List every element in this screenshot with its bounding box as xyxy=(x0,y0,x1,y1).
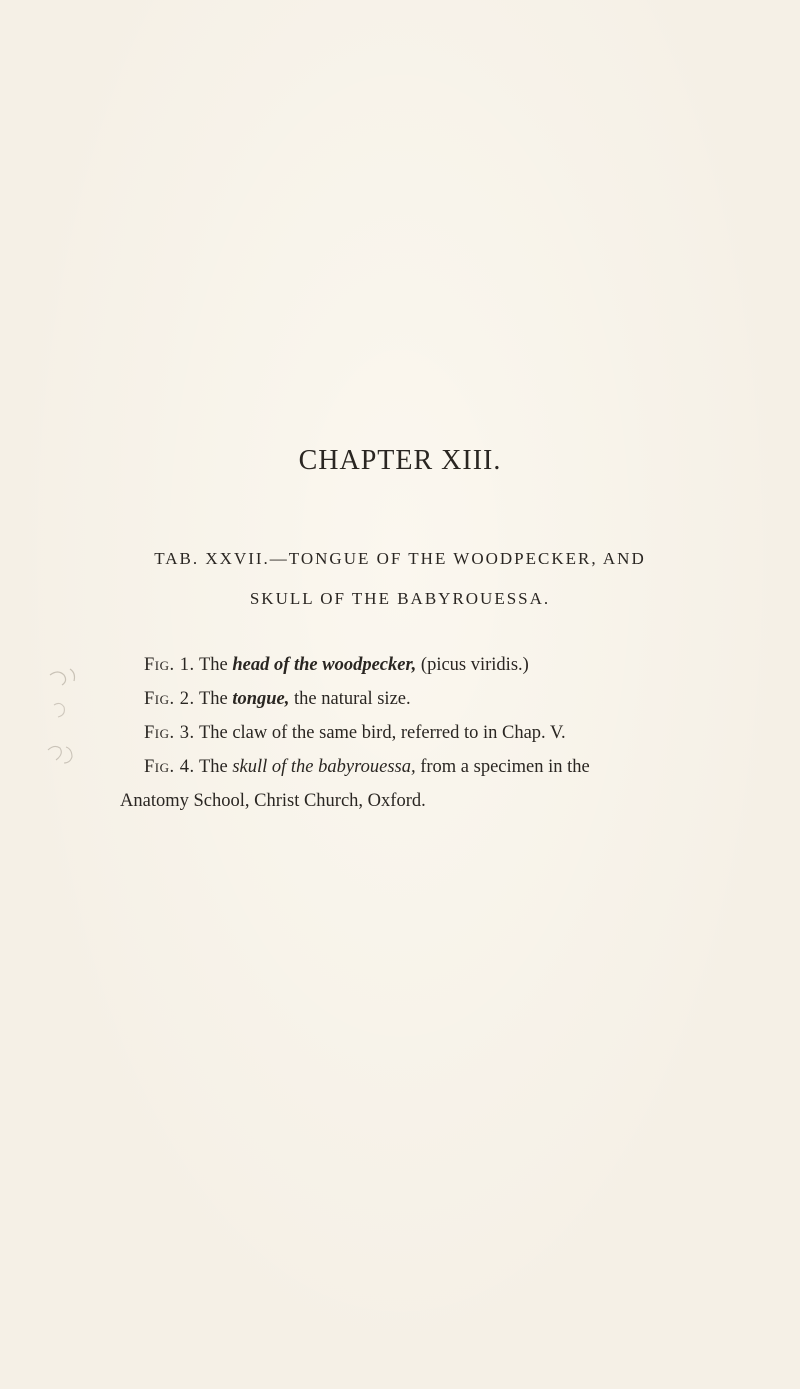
figure-emphasis: tongue, xyxy=(232,689,290,709)
figure-emphasis: skull of the babyrouessa, xyxy=(232,757,416,777)
plate-title xyxy=(150,539,650,619)
figure-label: Fig. 3. xyxy=(144,723,195,743)
figure-text: The xyxy=(198,689,233,709)
figure-text-post: the natural size. xyxy=(289,689,411,709)
figure-text-post: from a specimen in the xyxy=(415,757,590,777)
plate-title-line-2: SKULL OF THE BABYROUESSA. xyxy=(249,589,551,608)
figure-item-1 xyxy=(120,648,680,682)
figure-item-4 xyxy=(120,750,680,784)
chapter-heading: CHAPTER XIII. xyxy=(298,445,502,476)
figure-text: The claw of the same bird, referred to in Chap. V. xyxy=(198,723,566,743)
figure-emphasis: head of the woodpecker, xyxy=(232,655,417,675)
figure-item-4-continuation: Anatomy School, Christ Church, Oxford. xyxy=(120,791,426,811)
plate-title-line-1: TAB. XXVII.—TONGUE OF THE WOODPECKER, AND xyxy=(154,549,646,568)
figure-label: Fig. 4. xyxy=(144,757,195,777)
figure-item-3 xyxy=(120,716,680,750)
figure-text: The xyxy=(198,757,233,777)
figure-text-post: (picus viridis.) xyxy=(416,655,529,675)
figure-label: Fig. 1. xyxy=(144,655,195,675)
figure-list xyxy=(120,648,680,818)
figure-item-2 xyxy=(120,682,680,716)
figure-label: Fig. 2. xyxy=(144,689,195,709)
pencil-marks xyxy=(40,655,100,775)
figure-text: The xyxy=(198,655,233,675)
